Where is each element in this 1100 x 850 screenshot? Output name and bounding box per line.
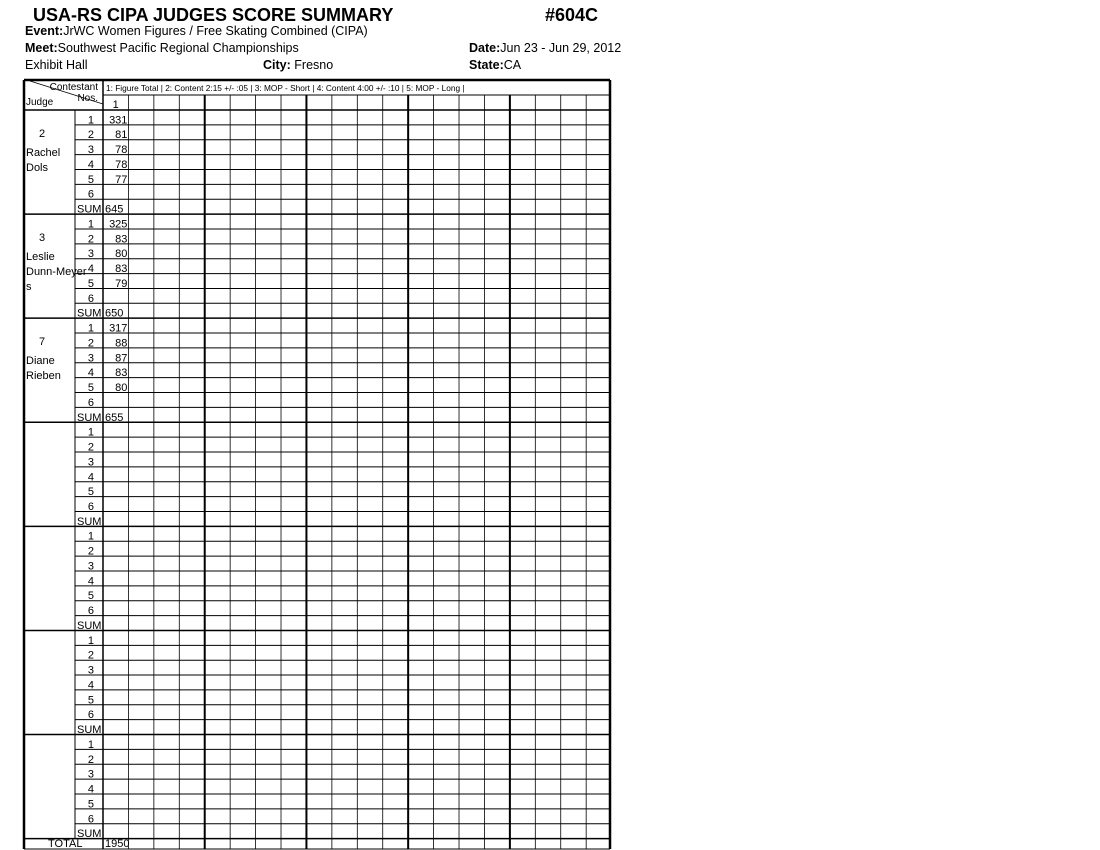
score-value: 87 [115,352,128,365]
row-number: 6 [87,709,94,722]
page-title: USA-RS CIPA JUDGES SCORE SUMMARY [33,5,394,25]
row-number: 3 [87,768,94,781]
total-label: TOTAL [48,838,83,850]
row-number: 6 [87,813,94,826]
score-value: 78 [115,144,128,157]
row-number: 2 [87,545,94,558]
row-number: 4 [87,158,94,171]
judge-sum-value: 645 [105,203,124,216]
row-number: 4 [87,679,94,692]
row-number: 5 [87,798,94,811]
judge-name: Rieben [26,370,61,383]
row-number: 5 [87,486,94,499]
judge-name: Leslie [26,251,55,264]
row-number: 1 [87,634,94,647]
row-number: 2 [87,129,94,142]
row-number: 2 [87,337,94,350]
row-number: 6 [87,605,94,618]
row-number: 5 [87,173,94,186]
row-number: 1 [87,426,94,439]
row-number: 1 [87,218,94,231]
judge-name: s [26,281,32,294]
judge-name: Dols [26,162,49,174]
row-number: 1 [87,530,94,543]
score-value: 325 [109,218,128,231]
judge-number: 7 [38,336,46,349]
venue: Exhibit Hall [25,58,88,72]
row-number: 2 [87,753,94,766]
judge-name: Dunn-Meyer [26,266,87,279]
contestant-number: 1 [112,99,119,111]
sum-row-label: SUM [77,307,102,320]
sum-row-label: SUM [77,203,102,216]
sum-row-label: SUM [77,515,102,528]
score-value: 83 [115,233,128,246]
score-value: 78 [115,158,128,171]
sum-row-label: SUM [77,411,102,424]
row-number: 3 [87,248,94,261]
sum-row-label: SUM [77,724,102,737]
score-value: 88 [115,337,128,350]
corner-contestant-label: Contestant [49,82,98,93]
row-number: 4 [87,575,94,588]
row-number: 4 [87,471,94,484]
row-number: 1 [87,114,94,127]
row-number: 3 [87,456,94,469]
row-number: 4 [87,367,94,380]
judge-number: 3 [38,232,46,245]
row-number: 2 [87,441,94,454]
judge-name: Rachel [26,147,61,159]
meet-value: Southwest Pacific Regional Championships [57,41,299,55]
score-value: 317 [109,322,128,335]
event-label: Event: [25,24,64,38]
city-label: City: [263,58,291,72]
row-number: 5 [87,277,94,290]
judge-sum-value: 650 [105,307,124,320]
event-value: JrWC Women Figures / Free Skating Combined (CIPA) [63,24,368,38]
judge-number: 2 [38,128,46,140]
state-label: State: [469,58,504,72]
row-number: 6 [87,500,94,513]
meet-label: Meet: [25,41,58,55]
row-number: 3 [87,664,94,677]
row-number: 2 [87,649,94,662]
form-number: #604C [545,5,599,25]
sum-row-label: SUM [77,619,102,632]
row-number: 5 [87,382,94,395]
score-value: 80 [115,382,128,395]
row-number: 6 [87,188,94,201]
total-value: 1950 [105,838,130,850]
row-number: 3 [87,560,94,573]
row-number: 1 [87,322,94,335]
row-number: 4 [87,783,94,796]
row-number: 5 [87,694,94,707]
date-label: Date: [469,41,501,55]
judge-sum-value: 655 [105,411,124,424]
corner-nos-label: Nos. [77,93,98,104]
score-value: 83 [115,367,128,380]
row-number: 6 [87,292,94,305]
row-number: 5 [87,590,94,603]
state-value: CA [503,58,522,72]
row-number: 2 [87,233,94,246]
score-value: 83 [115,263,128,276]
scoring-legend: 1: Figure Total | 2: Content 2:15 +/- :05 | 3: MOP - Short | 4: Content 4:00 +/- :10 | 5: MOP - Long | [106,83,465,93]
score-value: 77 [115,173,128,186]
score-value: 79 [115,277,128,290]
sum-row-label: SUM [77,828,102,841]
row-number: 6 [87,396,94,409]
row-number: 4 [87,263,94,276]
score-value: 80 [115,248,128,261]
corner-judge-label: Judge [26,97,54,108]
city-value: Fresno [294,58,334,72]
score-value: 81 [115,129,128,142]
row-number: 1 [87,738,94,751]
date-value: Jun 23 - Jun 29, 2012 [500,41,622,55]
row-number: 3 [87,352,94,365]
judge-name: Diane [26,355,55,368]
score-value: 331 [109,114,128,127]
row-number: 3 [87,144,94,157]
